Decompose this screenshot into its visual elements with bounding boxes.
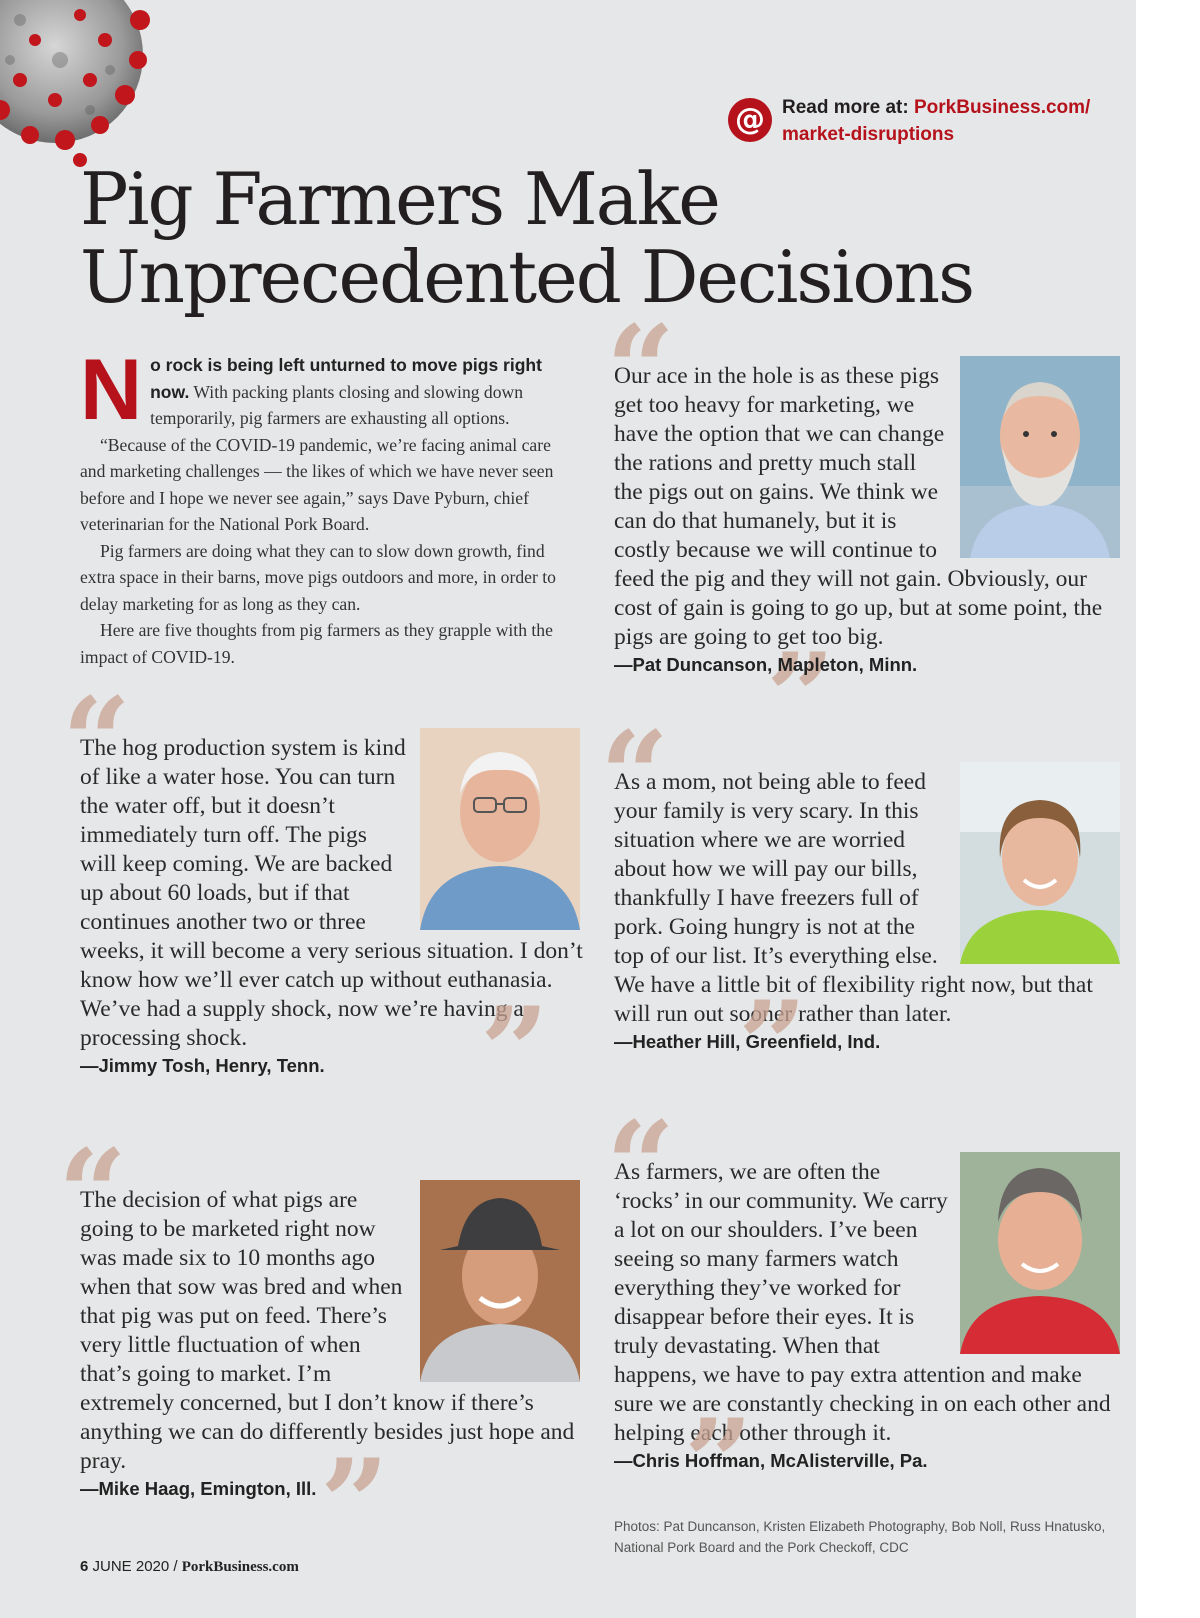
- quote-pat-duncanson: [606, 299, 1120, 768]
- quote-attribution: —Chris Hoffman, McAlisterville, Pa.: [614, 1450, 928, 1471]
- close-quote-mark: ”: [684, 1393, 754, 1534]
- intro-paragraph-1: With packing plants closing and slowing down temporarily, pig farmers are exhausting all options.: [150, 381, 524, 428]
- close-quote-mark: ”: [480, 981, 550, 1122]
- open-quote-mark: “: [606, 299, 676, 440]
- intro-paragraph-2: “Because of the COVID-19 pandemic, we’re facing animal care and marketing challenges — the likes of which we have never seen before and I hope we never see again,” says Dave Pyburn, chief veterinarian for the National Pork Board.: [80, 434, 554, 534]
- page-margin: [1136, 0, 1200, 1618]
- open-quote-mark: “: [62, 671, 132, 812]
- quote-jimmy-tosh: [62, 671, 590, 1122]
- article-headline: [80, 157, 1080, 319]
- quote-chris-hoffman: [606, 1095, 1120, 1534]
- open-quote-mark: “: [606, 1095, 676, 1236]
- photo-chris-hoffman: [960, 1152, 1120, 1354]
- quote-text: Our ace in the hole is as these pigs get too heavy for marketing, we have the option that we can change the rations and pretty much stall the pigs out on gains. We think we can do that humanely, but it is costly because we will continue to feed the pig and they will not gain. Obviously, our cost of gain is going to go up, but at some point, the pigs are going to get too big.: [614, 363, 1103, 650]
- photo-pat-duncanson: [960, 356, 1120, 558]
- quote-heather-hill: [600, 705, 1120, 1116]
- open-quote-mark: “: [58, 1123, 128, 1264]
- at-icon: @: [728, 98, 772, 142]
- drop-cap: N: [80, 342, 143, 438]
- intro-lead: o rock is being left unturned to move pigs right now.: [150, 355, 542, 402]
- read-more-link-part1[interactable]: PorkBusiness.com/: [913, 97, 1091, 118]
- headline-line-1: Pig Farmers Make: [80, 157, 719, 241]
- read-more-link-part2[interactable]: market-disruptions: [782, 124, 955, 145]
- intro-paragraph-3: Pig farmers are doing what they can to slow down growth, find extra space in their barns, move pigs outdoors and more, in order to delay marketing for as long as they can.: [80, 540, 556, 614]
- close-quote-mark: ”: [738, 975, 808, 1116]
- quote-attribution: —Heather Hill, Greenfield, Ind.: [614, 1031, 881, 1052]
- open-quote-mark: “: [600, 705, 670, 846]
- quote-text: As a mom, not being able to feed your family is very scary. In this situation where we are worried about how we will pay our bills, thankfully I have freezers full of pork. Going hungry is not at the top of our list. It’s everything else. We have a little bit of flexibility right now, but that will run out sooner rather than later.: [614, 769, 1093, 1027]
- headline-line-2: Unprecedented Decisions: [80, 235, 974, 319]
- article-intro: [80, 342, 580, 670]
- page-number: 6: [80, 1558, 89, 1575]
- quote-text: The decision of what pigs are going to be marketed right now was made six to 10 months ago when that sow was bred and when that pig was put on feed. There’s very little fluctuation of when that’s going to market. I’m extremely concerned, but I don’t know if there’s anything we can do differently besides just hope and pray.: [80, 1187, 575, 1474]
- quote-attribution: —Jimmy Tosh, Henry, Tenn.: [80, 1055, 325, 1076]
- photo-mike-haag: [420, 1180, 580, 1382]
- read-more-callout: [728, 94, 1128, 154]
- page-folio: [80, 1558, 299, 1576]
- photo-credit: Photos: Pat Duncanson, Kristen Elizabeth Photography, Bob Noll, Russ Hnatusko, National Pork Board and the Pork Checkoff, CDC: [614, 1519, 1106, 1555]
- photo-heather-hill: [960, 762, 1120, 964]
- folio-site: PorkBusiness.com: [181, 1559, 299, 1575]
- quote-attribution: —Pat Duncanson, Mapleton, Minn.: [614, 654, 918, 675]
- intro-paragraph-4: Here are five thoughts from pig farmers as they grapple with the impact of COVID-19.: [80, 620, 553, 667]
- quote-attribution: —Mike Haag, Emington, Ill.: [80, 1478, 317, 1499]
- close-quote-mark: ”: [320, 1433, 390, 1574]
- issue-date: JUNE 2020 /: [88, 1558, 182, 1575]
- close-quote-mark: ”: [766, 627, 836, 768]
- photo-jimmy-tosh: [420, 728, 580, 930]
- read-more-label: Read more at:: [782, 97, 914, 118]
- quote-text: The hog production system is kind of like a water hose. You can turn the water off, but it doesn’t immediately turn off. The pigs will keep coming. We are backed up about 60 loads, but if that continues another two or three weeks, it will become a very serious situation. I don’t know how we’ll ever catch up without euthanasia. We’ve had a supply shock, now we’re having a processing shock.: [80, 735, 583, 1051]
- quote-text: As farmers, we are often the ‘rocks’ in our community. We carry a lot on our shoulders. I’ve been seeing so many farmers watch everything they’ve worked for disappear before their eyes. It is truly devastating. When that happens, we have to pay extra attention and make sure we are constantly checking in on each other and helping each other through it.: [614, 1159, 1111, 1446]
